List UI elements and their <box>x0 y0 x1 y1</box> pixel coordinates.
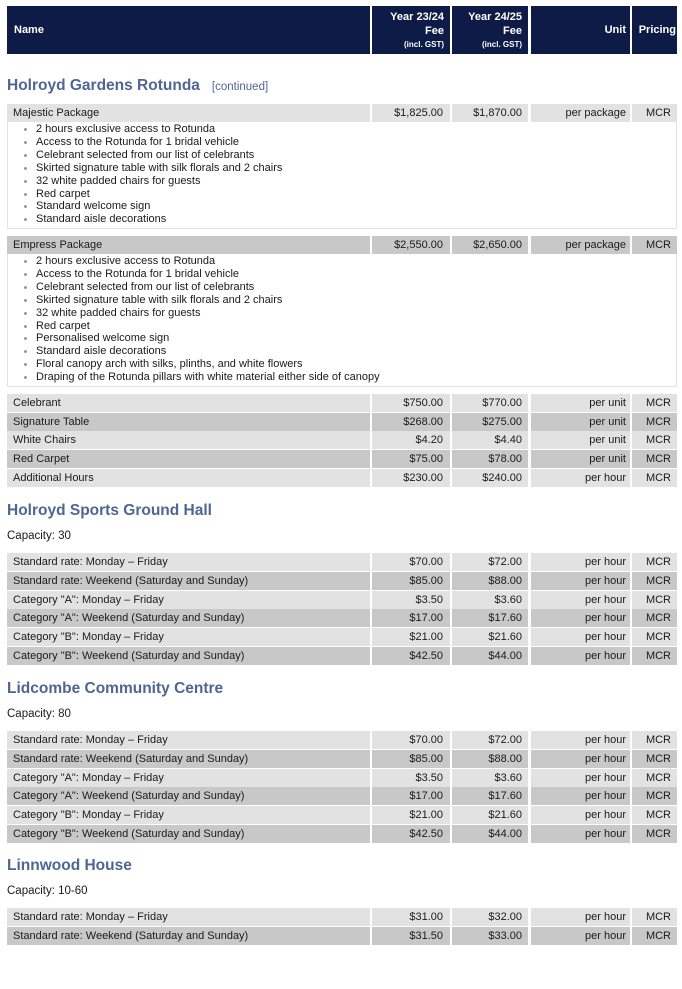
cell-year2: $1,870.00 <box>452 104 528 122</box>
table-row <box>0 908 682 926</box>
section-title-sports: Holroyd Sports Ground Hall <box>7 502 212 519</box>
cell-year2: $44.00 <box>452 647 528 665</box>
cell-year2: $88.00 <box>452 750 528 768</box>
cell-name: Signature Table <box>7 413 370 431</box>
header-year2-fee: Fee <box>503 25 522 37</box>
header-year1-gst: (incl. GST) <box>404 40 444 49</box>
cell-name: Category "A": Monday – Friday <box>7 591 370 609</box>
list-item: 2 hours exclusive access to Rotunda <box>36 255 676 268</box>
section-title-lidcombe: Lidcombe Community Centre <box>7 680 224 697</box>
cell-pricing: MCR <box>632 787 677 805</box>
cell-unit: per unit <box>531 450 630 468</box>
cell-name: Standard rate: Monday – Friday <box>7 553 370 571</box>
cell-year1: $70.00 <box>372 553 450 571</box>
cell-unit: per hour <box>531 572 630 590</box>
cell-pricing: MCR <box>632 469 677 487</box>
cell-year2: $72.00 <box>452 553 528 571</box>
cell-year1: $3.50 <box>372 769 450 787</box>
cell-year1: $2,550.00 <box>372 236 450 254</box>
list-item: 2 hours exclusive access to Rotunda <box>36 123 676 136</box>
cell-unit: per hour <box>531 591 630 609</box>
cell-pricing: MCR <box>632 431 677 449</box>
majestic-inclusions <box>7 122 677 229</box>
table-row-empress <box>0 236 682 254</box>
header-year1-label: Year 23/24 <box>390 11 444 23</box>
cell-unit: per hour <box>531 825 630 843</box>
list-item: Draping of the Rotunda pillars with white material either side of canopy <box>36 371 676 384</box>
table-row <box>0 591 682 609</box>
header-year1-cell <box>372 6 450 54</box>
list-item: Skirted signature table with silk florals and 2 chairs <box>36 162 676 175</box>
cell-year2: $240.00 <box>452 469 528 487</box>
cell-year1: $42.50 <box>372 647 450 665</box>
header-pricing-cell <box>632 6 677 54</box>
cell-pricing: MCR <box>632 927 677 945</box>
section-title-rotunda <box>7 77 268 95</box>
cell-name: Standard rate: Monday – Friday <box>7 908 370 926</box>
cell-pricing: MCR <box>632 609 677 627</box>
cell-pricing: MCR <box>632 769 677 787</box>
cell-pricing: MCR <box>632 553 677 571</box>
cell-year1: $3.50 <box>372 591 450 609</box>
cell-pricing: MCR <box>632 450 677 468</box>
cell-pricing: MCR <box>632 104 677 122</box>
header-unit-cell <box>531 6 630 54</box>
cell-name: Category "A": Weekend (Saturday and Sunday) <box>7 609 370 627</box>
cell-year2: $17.60 <box>452 787 528 805</box>
table-row <box>0 769 682 787</box>
cell-pricing: MCR <box>632 750 677 768</box>
table-row <box>0 450 682 468</box>
cell-unit: per hour <box>531 609 630 627</box>
table-row <box>0 609 682 627</box>
empress-inclusions <box>7 254 677 387</box>
cell-name: White Chairs <box>7 431 370 449</box>
cell-name: Category "A": Monday – Friday <box>7 769 370 787</box>
cell-year1: $75.00 <box>372 450 450 468</box>
table-row <box>0 825 682 843</box>
cell-year2: $21.60 <box>452 806 528 824</box>
list-item: Floral canopy arch with silks, plinths, and white flowers <box>36 358 676 371</box>
cell-unit: per hour <box>531 750 630 768</box>
cell-year2: $3.60 <box>452 591 528 609</box>
cell-year1: $17.00 <box>372 609 450 627</box>
cell-pricing: MCR <box>632 647 677 665</box>
cell-year2: $2,650.00 <box>452 236 528 254</box>
cell-year2: $44.00 <box>452 825 528 843</box>
cell-name: Majestic Package <box>7 104 370 122</box>
table-row <box>0 572 682 590</box>
cell-year1: $268.00 <box>372 413 450 431</box>
table-row <box>0 806 682 824</box>
cell-name: Red Carpet <box>7 450 370 468</box>
table-row <box>0 647 682 665</box>
table-header <box>0 6 682 54</box>
header-name: Name <box>14 24 44 36</box>
rotunda-title: Holroyd Gardens Rotunda <box>7 77 200 94</box>
cell-year1: $31.50 <box>372 927 450 945</box>
table-row-majestic <box>0 104 682 122</box>
cell-year1: $31.00 <box>372 908 450 926</box>
cell-unit: per unit <box>531 431 630 449</box>
table-row <box>0 628 682 646</box>
table-row <box>0 431 682 449</box>
cell-year1: $4.20 <box>372 431 450 449</box>
table-row <box>0 469 682 487</box>
capacity-lidcombe: Capacity: 80 <box>7 708 71 720</box>
list-item: Skirted signature table with silk florals and 2 chairs <box>36 294 676 307</box>
cell-year1: $70.00 <box>372 731 450 749</box>
cell-unit: per hour <box>531 806 630 824</box>
header-pricing: Pricing <box>638 24 676 36</box>
continued-label: [continued] <box>211 81 269 93</box>
list-item: Standard aisle decorations <box>36 345 676 358</box>
cell-unit: per hour <box>531 469 630 487</box>
cell-name: Category "B": Weekend (Saturday and Sunday) <box>7 825 370 843</box>
cell-year1: $17.00 <box>372 787 450 805</box>
cell-name: Category "A": Weekend (Saturday and Sunday) <box>7 787 370 805</box>
cell-unit: per hour <box>531 647 630 665</box>
cell-year2: $33.00 <box>452 927 528 945</box>
capacity-linnwood: Capacity: 10-60 <box>7 885 88 897</box>
list-item: Red carpet <box>36 320 676 333</box>
header-year1-fee: Fee <box>425 25 444 37</box>
table-row <box>0 394 682 412</box>
header-unit: Unit <box>604 24 626 36</box>
list-item: Celebrant selected from our list of celebrants <box>36 149 676 162</box>
cell-name: Standard rate: Weekend (Saturday and Sunday) <box>7 927 370 945</box>
table-row <box>0 750 682 768</box>
cell-pricing: MCR <box>632 806 677 824</box>
list-item: Personalised welcome sign <box>36 332 676 345</box>
cell-pricing: MCR <box>632 413 677 431</box>
cell-unit: per unit <box>531 413 630 431</box>
cell-year1: $21.00 <box>372 628 450 646</box>
cell-year1: $1,825.00 <box>372 104 450 122</box>
table-row <box>0 927 682 945</box>
cell-pricing: MCR <box>632 731 677 749</box>
cell-year1: $42.50 <box>372 825 450 843</box>
cell-name: Empress Package <box>7 236 370 254</box>
cell-year2: $4.40 <box>452 431 528 449</box>
cell-name: Category "B": Monday – Friday <box>7 806 370 824</box>
list-item: 32 white padded chairs for guests <box>36 307 676 320</box>
table-row <box>0 787 682 805</box>
cell-year2: $72.00 <box>452 731 528 749</box>
cell-pricing: MCR <box>632 591 677 609</box>
section-title-linnwood: Linnwood House <box>7 857 132 874</box>
cell-pricing: MCR <box>632 628 677 646</box>
cell-pricing: MCR <box>632 825 677 843</box>
cell-unit: per hour <box>531 908 630 926</box>
table-row <box>0 731 682 749</box>
capacity-sports: Capacity: 30 <box>7 530 71 542</box>
list-item: Standard aisle decorations <box>36 213 676 226</box>
cell-name: Additional Hours <box>7 469 370 487</box>
cell-name: Standard rate: Weekend (Saturday and Sunday) <box>7 572 370 590</box>
cell-year1: $230.00 <box>372 469 450 487</box>
cell-unit: per unit <box>531 394 630 412</box>
cell-name: Category "B": Weekend (Saturday and Sunday) <box>7 647 370 665</box>
cell-pricing: MCR <box>632 394 677 412</box>
cell-pricing: MCR <box>632 236 677 254</box>
list-item: Access to the Rotunda for 1 bridal vehicle <box>36 136 676 149</box>
header-name-cell <box>7 6 370 54</box>
cell-unit: per hour <box>531 787 630 805</box>
list-item: Access to the Rotunda for 1 bridal vehicle <box>36 268 676 281</box>
cell-year2: $770.00 <box>452 394 528 412</box>
cell-name: Standard rate: Weekend (Saturday and Sunday) <box>7 750 370 768</box>
cell-year1: $85.00 <box>372 750 450 768</box>
table-row <box>0 413 682 431</box>
cell-unit: per package <box>531 236 630 254</box>
cell-name: Celebrant <box>7 394 370 412</box>
header-year2-label: Year 24/25 <box>468 11 522 23</box>
cell-name: Standard rate: Monday – Friday <box>7 731 370 749</box>
cell-unit: per hour <box>531 628 630 646</box>
cell-year2: $88.00 <box>452 572 528 590</box>
list-item: Celebrant selected from our list of celebrants <box>36 281 676 294</box>
cell-unit: per package <box>531 104 630 122</box>
cell-year2: $275.00 <box>452 413 528 431</box>
list-item: 32 white padded chairs for guests <box>36 175 676 188</box>
cell-year2: $32.00 <box>452 908 528 926</box>
cell-pricing: MCR <box>632 572 677 590</box>
header-year2-cell <box>452 6 528 54</box>
list-item: Red carpet <box>36 188 676 201</box>
table-row <box>0 553 682 571</box>
list-item: Standard welcome sign <box>36 200 676 213</box>
header-year2-gst: (incl. GST) <box>482 40 522 49</box>
cell-unit: per hour <box>531 769 630 787</box>
cell-unit: per hour <box>531 553 630 571</box>
cell-year2: $78.00 <box>452 450 528 468</box>
cell-year2: $3.60 <box>452 769 528 787</box>
cell-year1: $85.00 <box>372 572 450 590</box>
cell-unit: per hour <box>531 927 630 945</box>
cell-unit: per hour <box>531 731 630 749</box>
cell-year2: $17.60 <box>452 609 528 627</box>
cell-year1: $750.00 <box>372 394 450 412</box>
cell-name: Category "B": Monday – Friday <box>7 628 370 646</box>
cell-pricing: MCR <box>632 908 677 926</box>
cell-year2: $21.60 <box>452 628 528 646</box>
cell-year1: $21.00 <box>372 806 450 824</box>
